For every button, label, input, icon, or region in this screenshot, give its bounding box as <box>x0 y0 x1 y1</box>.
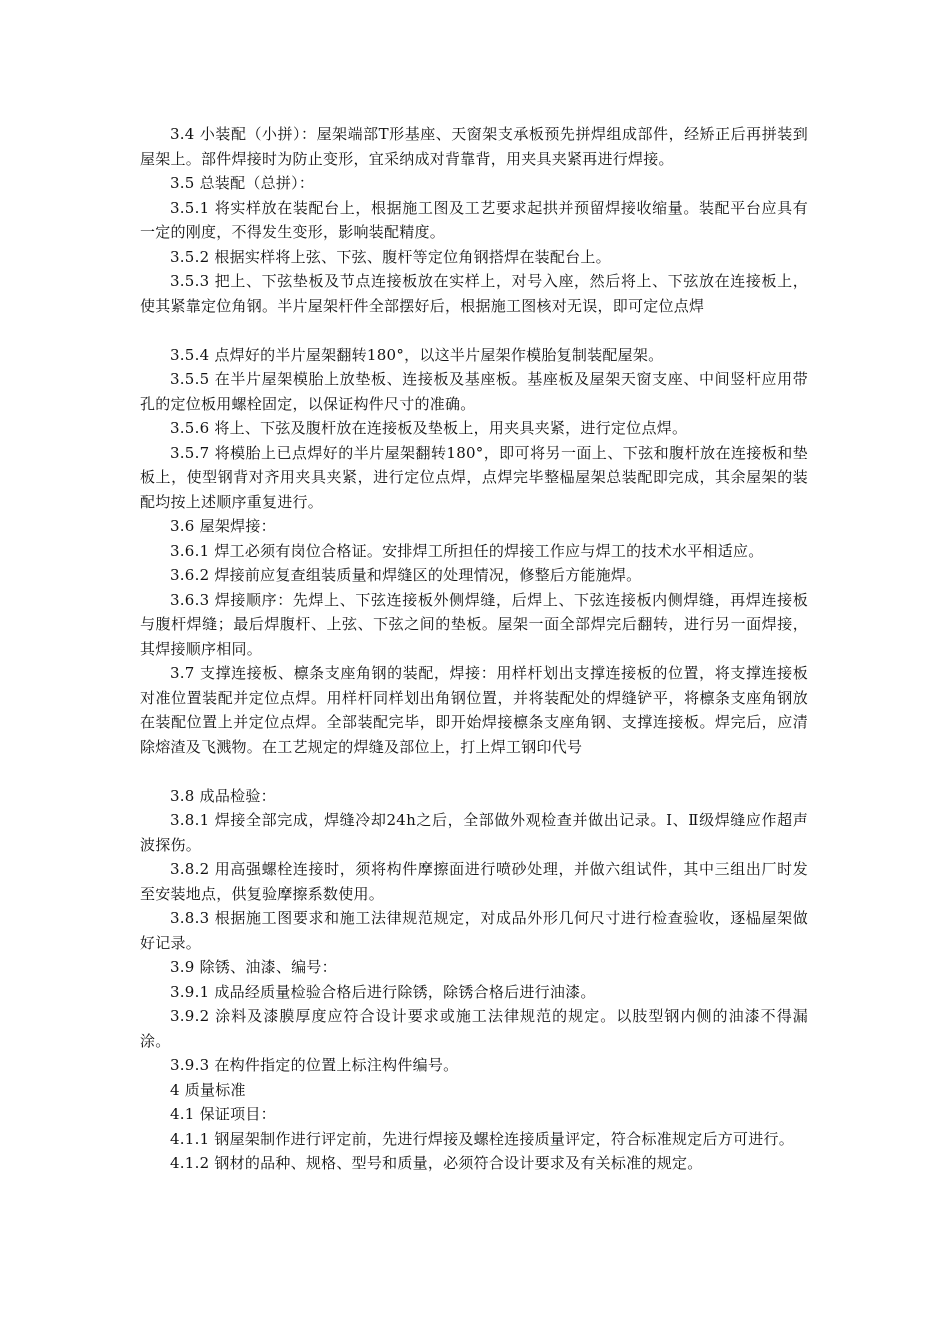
paragraph-3-5-4: 3.5.4 点焊好的半片屋架翻转180°，以这半片屋架作模胎复制装配屋架。 <box>170 345 664 364</box>
heading-3-9: 3.9 除锈、油漆、编号： <box>170 958 337 976</box>
paragraph-3-6-3: 3.6.3 焊接顺序：先焊上、下弦连接板外侧焊缝，后焊上、下弦连接板内侧焊缝，再焊连接板与腹杆焊缝；最后焊腹杆、上弦、下弦之间的垫板。屋架一面全部焊完后翻转，进行另一面焊接，其焊接顺序相同。 <box>140 590 808 658</box>
paragraph-3-5-3: 3.5.3 把上、下弦垫板及节点连接板放在实样上，对号入座，然后将上、下弦放在连接板上，使其紧靠定位角钢。半片屋架杆件全部摆好后，根据施工图核对无误，即可定位点焊 <box>140 272 808 315</box>
paragraph-3-9-2: 3.9.2 涂料及漆膜厚度应符合设计要求或施工法律规范的规定。以肢型钢内侧的油漆不得漏涂。 <box>140 1007 808 1050</box>
paragraph-3-9-1: 3.9.1 成品经质量检验合格后进行除锈，除锈合格后进行油漆。 <box>170 982 596 1001</box>
heading-3-8: 3.8 成品检验： <box>170 786 276 805</box>
paragraph-3-6-1: 3.6.1 焊工必须有岗位合格证。安排焊工所担任的焊接工作应与焊工的技术水平相适应。 <box>170 541 764 560</box>
paragraph-3-6-2: 3.6.2 焊接前应复查组装质量和焊缝区的处理情况，修整后方能施焊。 <box>170 566 642 584</box>
heading-3-5: 3.5 总装配（总拼）： <box>170 174 315 192</box>
paragraph-3-4: 3.4 小装配（小拼）：屋架端部T形基座、天窗架支承板预先拼焊组成部件，经矫正后再拼装到屋架上。部件焊接时为防止变形，宜采纳成对背靠背，用夹具夹紧再进行焊接。 <box>140 125 808 168</box>
heading-3-6: 3.6 屋架焊接： <box>170 517 276 535</box>
paragraph-3-7: 3.7 支撑连接板、檩条支座角钢的装配，焊接：用样杆划出支撑连接板的位置，将支撑连接板对准位置装配并定位点焊。用样杆同样划出角钢位置，并将装配处的焊缝铲平，将檩条支座角钢放在装配位置上并定位点焊。全部装配完毕，即开始焊接檩条支座角钢、支撑连接板。焊完后，应清除熔渣及飞溅物。在工艺规定的焊缝及部位上，打上焊工钢印代号 <box>140 664 808 756</box>
paragraph-3-5-1: 3.5.1 将实样放在装配台上，根据施工图及工艺要求起拱并预留焊接收缩量。装配平台应具有一定的刚度，不得发生变形，影响装配精度。 <box>140 198 808 241</box>
heading-4-1: 4.1 保证项目： <box>170 1105 276 1123</box>
paragraph-3-8-1: 3.8.1 焊接全部完成，焊缝冷却24h之后，全部做外观检查并做出记录。Ⅰ、Ⅱ级焊缝应作超声波探伤。 <box>140 811 808 854</box>
paragraph-3-8-3: 3.8.3 根据施工图要求和施工法律规范规定，对成品外形几何尺寸进行检查验收，逐榀屋架做好记录。 <box>140 909 808 952</box>
document-body <box>140 122 808 1176</box>
paragraph-3-5-2: 3.5.2 根据实样将上弦、下弦、腹杆等定位角钢搭焊在装配台上。 <box>170 247 611 266</box>
paragraph-3-5-5: 3.5.5 在半片屋架模胎上放垫板、连接板及基座板。基座板及屋架天窗支座、中间竖杆应用带孔的定位板用螺栓固定，以保证构件尺寸的准确。 <box>140 370 808 413</box>
paragraph-3-8-2: 3.8.2 用高强螺栓连接时，须将构件摩擦面进行喷砂处理，并做六组试件，其中三组出厂时发至安装地点，供复验摩擦系数使用。 <box>140 860 808 903</box>
heading-4: 4 质量标准 <box>170 1080 246 1099</box>
paragraph-4-1-1: 4.1.1 钢屋架制作进行评定前，先进行焊接及螺栓连接质量评定，符合标准规定后方可进行。 <box>170 1129 794 1148</box>
paragraph-3-5-6: 3.5.6 将上、下弦及腹杆放在连接板及垫板上，用夹具夹紧，进行定位点焊。 <box>170 419 688 437</box>
paragraph-4-1-2: 4.1.2 钢材的品种、规格、型号和质量，必须符合设计要求及有关标准的规定。 <box>170 1154 703 1172</box>
paragraph-3-9-3: 3.9.3 在构件指定的位置上标注构件编号。 <box>170 1056 459 1074</box>
paragraph-3-5-7: 3.5.7 将模胎上已点焊好的半片屋架翻转180°，即可将另一面上、下弦和腹杆放在连接板和垫板上，使型钢背对齐用夹具夹紧，进行定位点焊，点焊完毕整榀屋架总装配即完成，其余屋架的装配均按上述顺序重复进行。 <box>140 443 808 511</box>
